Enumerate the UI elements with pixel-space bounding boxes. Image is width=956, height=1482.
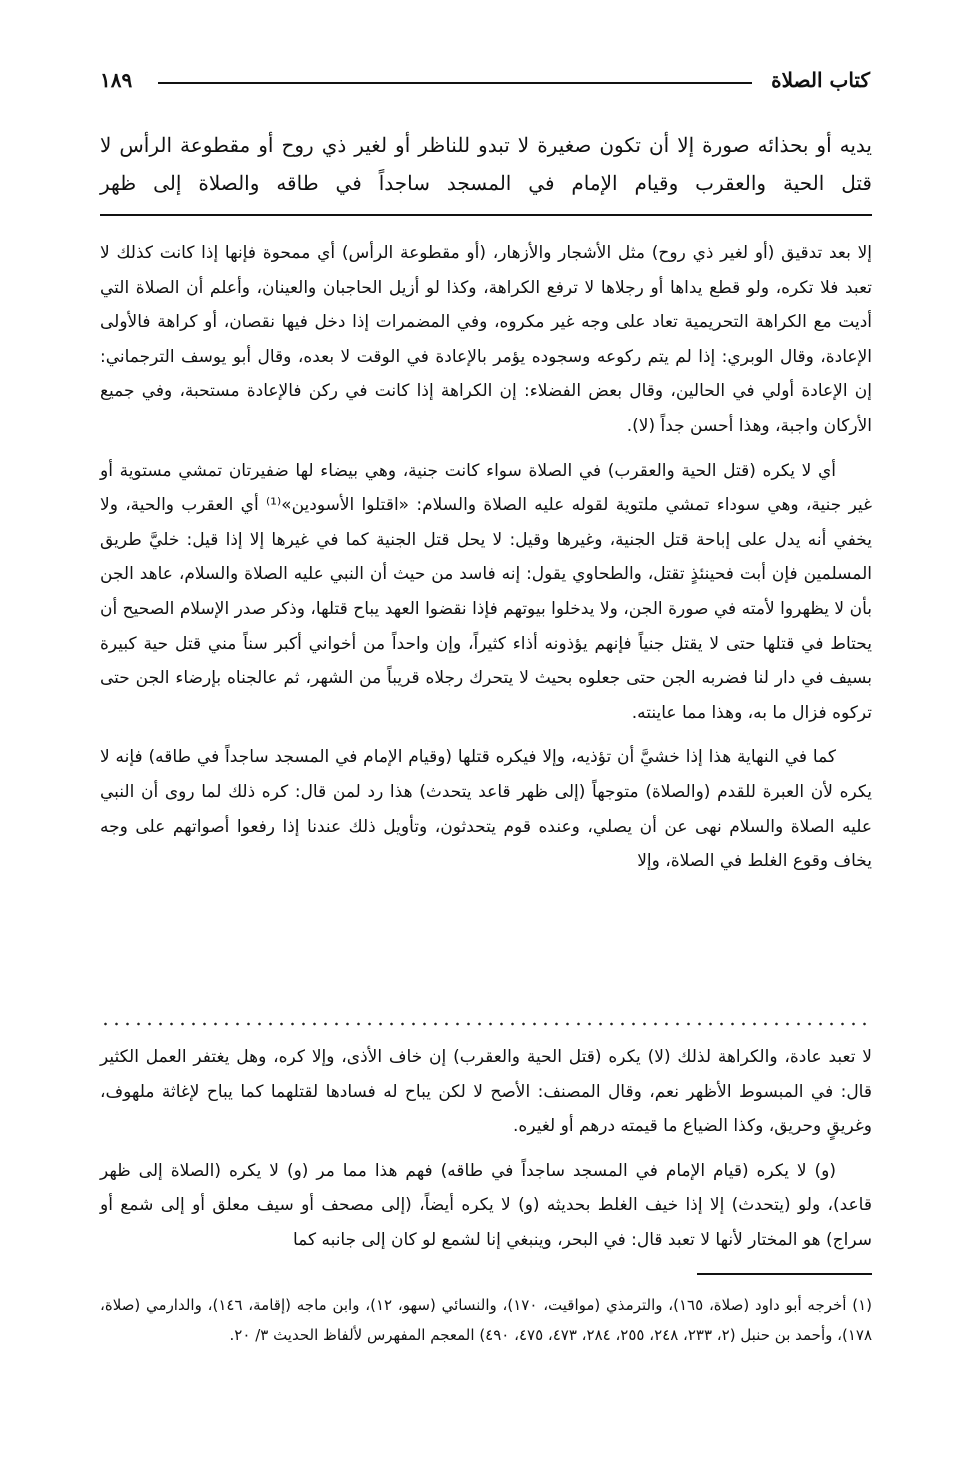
main-text-separator: [100, 214, 872, 216]
main-text: [100, 126, 872, 202]
header-rule: [158, 82, 752, 84]
dotted-separator: [100, 1022, 872, 1026]
commentary-paragraph: إلا بعد تدقيق (أو لغير ذي روح) مثل الأشجار والأزهار، (أو مقطوعة الرأس) أي ممحوة فإنها إذا كانت كذلك لا تعبد فلا تكره، ولو قطع يداها أو رجلاها لا ترفع الكراهة، وكذا لو أزيل الحاجبان والعينان، وأعلم أن الصلاة التي أديت مع الكراهة التحريمية تعاد على وجه غير مكروه، وفي المضمرات إذا دخل فيها نقصان، أو كراهة فالأولى الإعادة، وقال الوبري: إذا لم يتم ركوعه وسجوده يؤمر بالإعادة في الوقت لا بعده، وقال أبو يوسف الترجماني: إن الإعادة أولي في الحالين، وقال بعض الفضلاء: إن الكراهة إذا كانت في ركن فالإعادة مستحبة، وفي جميع الأركان واجبة، وهذا أحسن جداً (لا).: [100, 243, 872, 436]
commentary-bottom: [100, 1040, 872, 1258]
commentary-top: [100, 236, 872, 879]
running-header: [100, 68, 870, 98]
commentary-paragraph: لا تعبد عادة، والكراهة لذلك (لا) يكره (قتل الحية والعقرب) إن خاف الأذى، وإلا كره، وهل يغتفر العمل الكثير قال: في المبسوط الأظهر نعم، وقال المصنف: الأصح لا لكن يباح له فسادها لقتلهما كما يباح لإغاثة ملهوف، وغريقٍ وحريق، وكذا الضياع ما قيمته درهم أو لغيره.: [100, 1047, 872, 1137]
footnote-rule: [697, 1273, 872, 1275]
main-text-paragraph: يديه أو بحذائه صورة إلا أن تكون صغيرة لا تبدو للناظر أو لغير ذي روح أو مقطوعة الرأس لا قتل الحية والعقرب وقيام الإمام في المسجد ساجداً في طاقه والصلاة إلى ظهر: [100, 133, 872, 195]
footnote: (١) أخرجه أبو داود (صلاة، ١٦٥)، والترمذي (مواقيت، ١٧٠)، والنسائي (سهو، ١٢)، وابن ماجه (إقامة، ١٤٦)، والدارمي (صلاة، ١٧٨)، وأحمد بن حنبل (٢، ٢٣٣، ٢٤٨، ٢٥٥، ٢٨٤، ٤٧٣، ٤٧٥، ٤٩٠) المعجم المفهرس لألفاظ الحديث ٣/ ٢٠.: [100, 1296, 873, 1344]
commentary-paragraph: كما في النهاية هذا إذا خشيَّ أن تؤذيه، وإلا فيكره قتلها (وقيام الإمام في المسجد ساجداً في طاقه) فإنه لا يكره لأن العبرة للقدم (والصلاة) متوجهاً (إلى ظهر قاعد يتحدث) هذا رد لمن قال: كره ذلك لما روى أن النبي عليه الصلاة والسلام نهى عن أن يصلي، وعنده قوم يتحدثون، وتأويل ذلك عندنا إذا رفعوا أصواتهم على وجه يخاف وقوع الغلط في الصلاة، وإلا: [100, 747, 872, 872]
commentary-paragraph: (و) لا يكره (قيام الإمام في المسجد ساجداً في طاقه) فهم هذا مما مر (و) لا يكره (الصلاة إلى ظهر قاعد)، ولو (يتحدث) إلا إذا خيف الغلط بحديثه (و) لا يكره أيضاً، (إلى مصحف أو سيف معلق أو إلى شمع أو سراج) هو المختار لأنها لا تعبد قال: في البحر، وينبغي إنا لشمع لو كان إلى جانبه كما: [100, 1160, 872, 1250]
chapter-title: كتاب الصلاة: [771, 68, 870, 92]
commentary-paragraph: أي لا يكره (قتل الحية والعقرب) في الصلاة سواء كانت جنية، وهي بيضاء لها ضفيرتان تمشي مستوية أو غير جنية، وهي سوداء تمشي ملتوية لقوله عليه الصلاة والسلام: «اقتلوا الأسودين»⁽¹⁾ أي العقرب والحية، ولا يخفي أنه يدل على إباحة قتل الجنية، وغيرها وقيل: لا يحل قتل الجنية كما في غيرها إلا إذا قيل: خليَّ طريق المسلمين فإن أبت فحينئذٍ تقتل، والطحاوي يقول: إنه فاسد من حيث أن النبي عليه الصلاة والسلام، عاهد الجن بأن لا يظهروا لأمته في صورة الجن، ولا يدخلوا بيوتهم فإذا نقضوا العهد يباح قتلها، وذكر صدر الإسلام الصحيح أن يحتاط في قتلها حتى لا يقتل جنياً فإنهم يؤذونه أذاء كثيراً، وإن واحداً من أخواني أكبر سناً مني قتل حية كبيرة بسيف في دار لنا فضربه الجن حتى جعلوه بحيث لا يتحرك رجلاه قريباً من الشهر، ثم عالجناه بإرضاء الجن حتى تركوه فزال ما به، وهذا مما عاينته.: [100, 460, 872, 723]
footnotes: [100, 1290, 872, 1350]
page-number: ١٨٩: [100, 68, 133, 92]
